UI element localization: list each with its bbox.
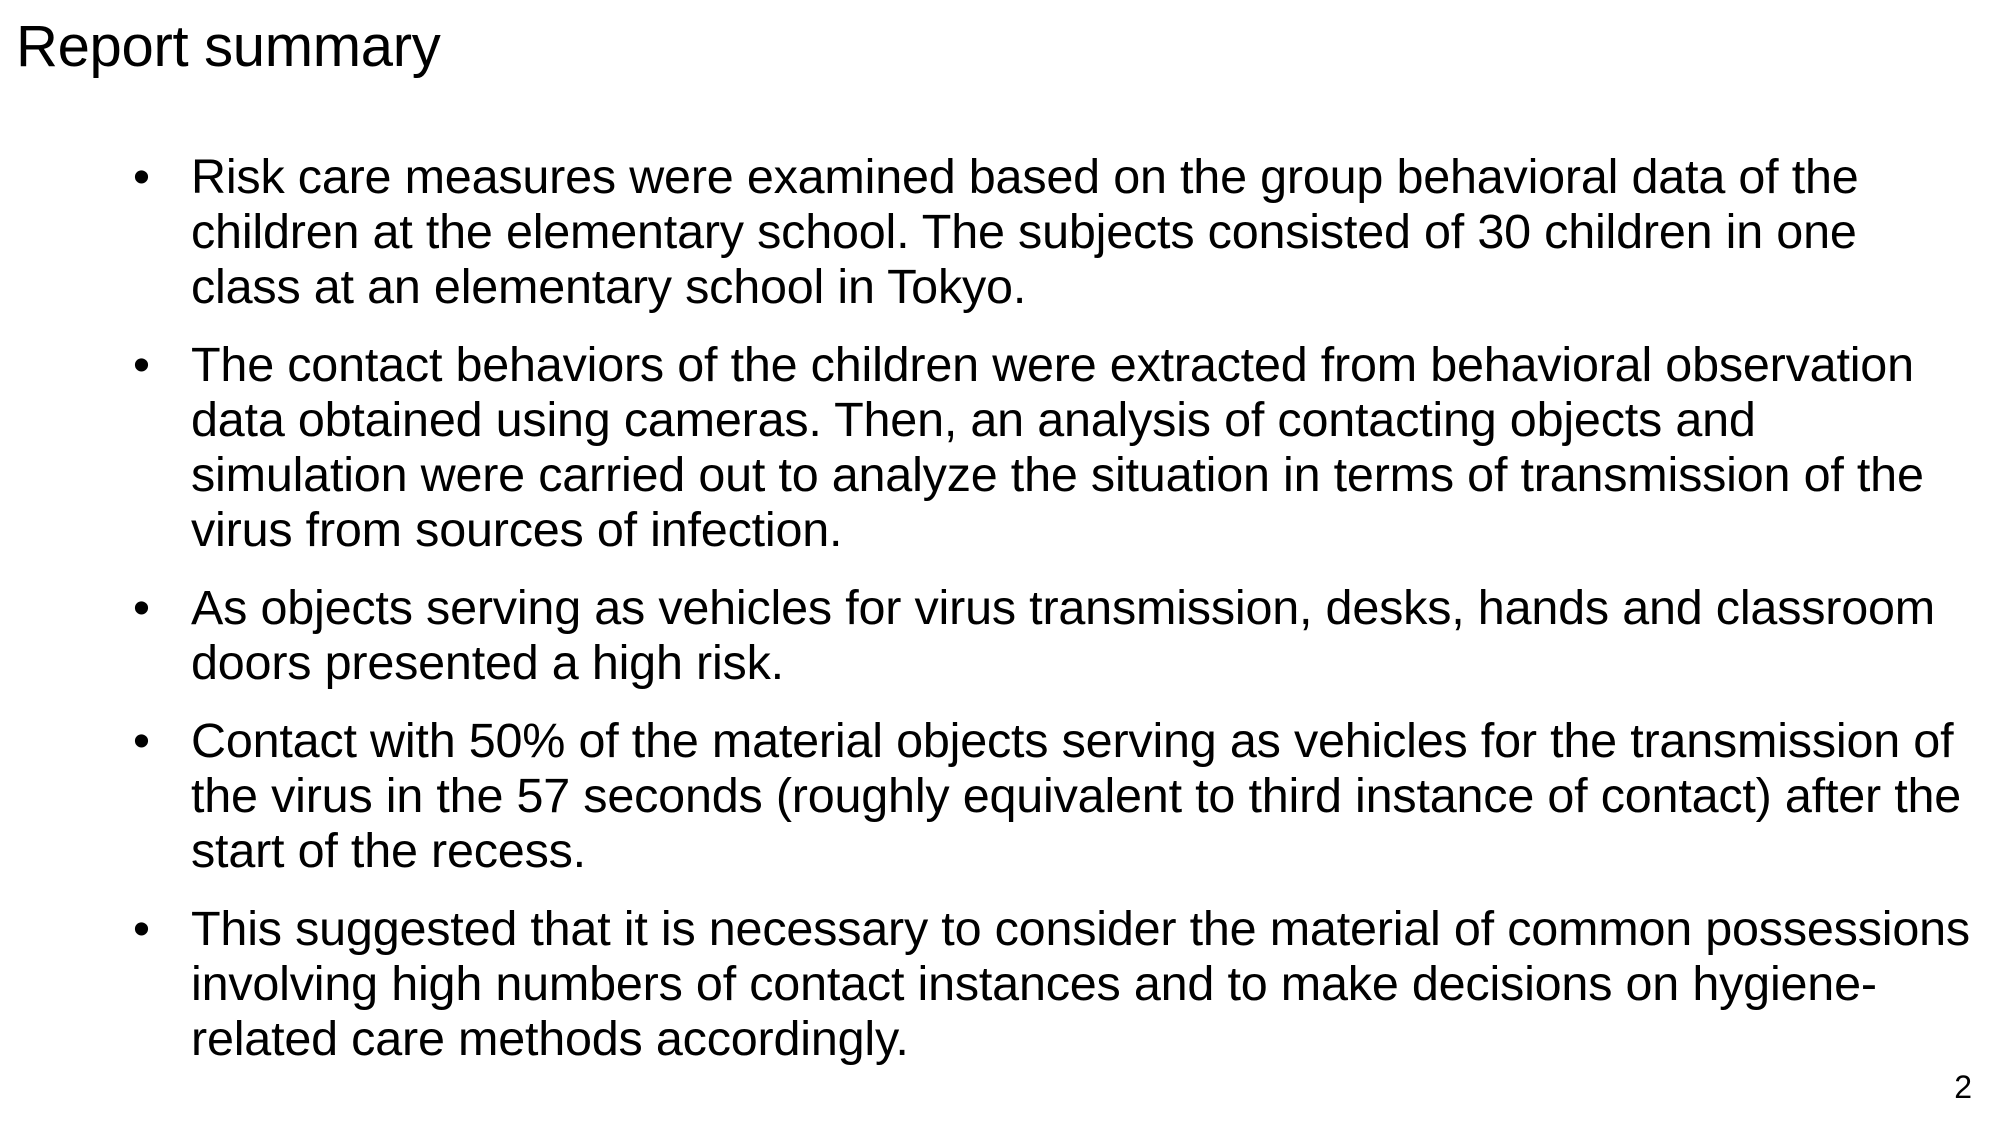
bullet-text: As objects serving as vehicles for virus transmission, desks, hands and classroom doors presented a high risk. xyxy=(191,581,1936,690)
bullet-icon: • xyxy=(133,338,150,392)
bullet-text: Risk care measures were examined based on the group behavioral data of the children at the elementary school. The subjects consisted of 30 children in one class at an elementary school in Tokyo. xyxy=(191,150,1859,314)
bullet-item xyxy=(128,902,1978,1067)
bullet-item xyxy=(128,714,1978,879)
bullet-list xyxy=(128,150,1978,1090)
bullet-text: Contact with 50% of the material objects serving as vehicles for the transmission of the virus in the 57 seconds (roughly equivalent to third instance of contact) after the start of the recess. xyxy=(191,714,1962,878)
bullet-icon: • xyxy=(133,902,150,956)
bullet-text: This suggested that it is necessary to consider the material of common possessions involving high numbers of contact instances and to make decisions on hygiene-related care methods accordingly. xyxy=(191,902,1970,1066)
bullet-item xyxy=(128,581,1978,691)
bullet-icon: • xyxy=(133,581,150,635)
bullet-item xyxy=(128,338,1978,558)
slide-title: Report summary xyxy=(16,14,441,79)
bullet-item xyxy=(128,150,1978,315)
page-number: 2 xyxy=(1954,1069,1972,1105)
bullet-icon: • xyxy=(133,714,150,768)
bullet-icon: • xyxy=(133,150,150,204)
bullet-text: The contact behaviors of the children were extracted from behavioral observation data obtained using cameras. Then, an analysis of contacting objects and simulation were carried out to analyze the situation in terms of transmission of the virus from sources of infection. xyxy=(191,338,1924,557)
